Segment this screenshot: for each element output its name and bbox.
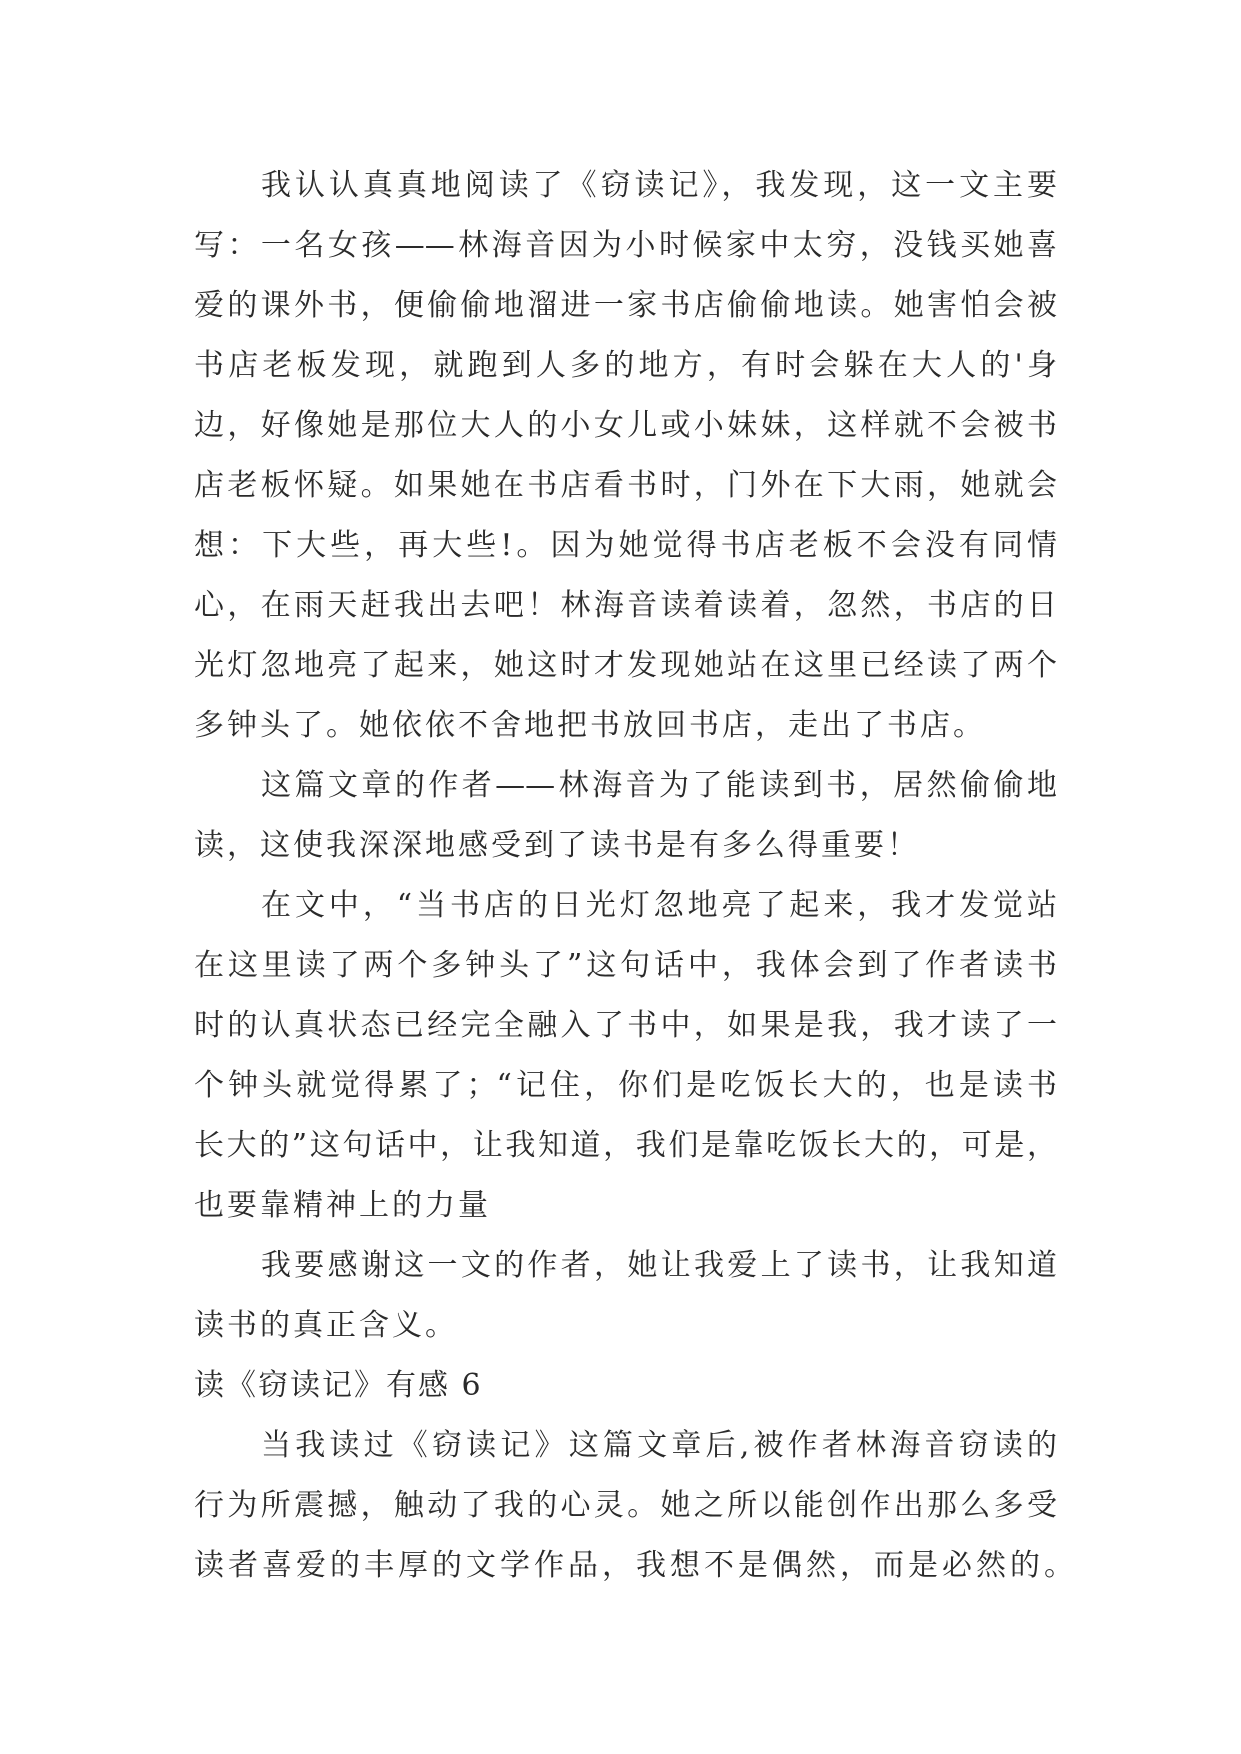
paragraph-line: 个钟头就觉得累了；“记住，你们是吃饭长大的，也是读书 — [194, 1068, 1057, 1103]
paragraph-2 — [194, 756, 1074, 876]
paragraph-line: 我要感谢这一文的作者，她让我爱上了读书，让我知道 — [261, 1248, 1057, 1283]
paragraph-line: 店老板怀疑。如果她在书店看书时，门外在下大雨，她就会 — [194, 468, 1057, 503]
paragraph-line: 读者喜爱的丰厚的文学作品，我想不是偶然，而是必然的。 — [194, 1548, 1074, 1583]
paragraph-line: 时的认真状态已经完全融入了书中，如果是我，我才读了一 — [194, 1008, 1057, 1043]
paragraph-line: 长大的”这句话中，让我知道，我们是靠吃饭长大的，可是， — [194, 1128, 1057, 1163]
paragraph-line: 行为所震撼，触动了我的心灵。她之所以能创作出那么多受 — [194, 1488, 1057, 1523]
paragraph-4 — [194, 1236, 1074, 1356]
paragraph-line: 这篇文章的作者——林海音为了能读到书，居然偷偷地 — [261, 768, 1057, 803]
paragraph-line: 书店老板发现，就跑到人多的地方，有时会躲在大人的'身 — [194, 348, 1057, 383]
paragraph-line: 在文中，“当书店的日光灯忽地亮了起来，我才发觉站 — [261, 888, 1057, 923]
paragraph-1 — [194, 156, 1074, 756]
paragraph-line: 也要靠精神上的力量 — [194, 1188, 491, 1223]
paragraph-line: 我认认真真地阅读了《窃读记》，我发现，这一文主要 — [261, 168, 1057, 203]
paragraph-line: 光灯忽地亮了起来，她这时才发现她站在这里已经读了两个 — [194, 648, 1057, 683]
paragraph-line: 在这里读了两个多钟头了”这句话中，我体会到了作者读书 — [194, 948, 1057, 983]
paragraph-line: 读书的真正含义。 — [194, 1308, 458, 1343]
paragraph-line: 心，在雨天赶我出去吧！林海音读着读着，忽然，书店的日 — [194, 588, 1057, 623]
paragraph-line: 当我读过《窃读记》这篇文章后,被作者林海音窃读的 — [261, 1428, 1057, 1463]
paragraph-5 — [194, 1416, 1074, 1596]
paragraph-3 — [194, 876, 1074, 1236]
paragraph-line: 多钟头了。她依依不舍地把书放回书店，走出了书店。 — [194, 708, 986, 743]
paragraph-line: 边，好像她是那位大人的小女儿或小妹妹，这样就不会被书 — [194, 408, 1057, 443]
document-page — [194, 156, 1074, 1596]
paragraph-line: 爱的课外书，便偷偷地溜进一家书店偷偷地读。她害怕会被 — [194, 288, 1057, 323]
section-heading: 读《窃读记》有感 6 — [194, 1368, 483, 1403]
paragraph-line: 想：下大些，再大些!。因为她觉得书店老板不会没有同情 — [194, 528, 1057, 563]
paragraph-line: 写：一名女孩——林海音因为小时候家中太穷，没钱买她喜 — [194, 228, 1057, 263]
paragraph-line: 读，这使我深深地感受到了读书是有多么得重要！ — [194, 828, 920, 863]
